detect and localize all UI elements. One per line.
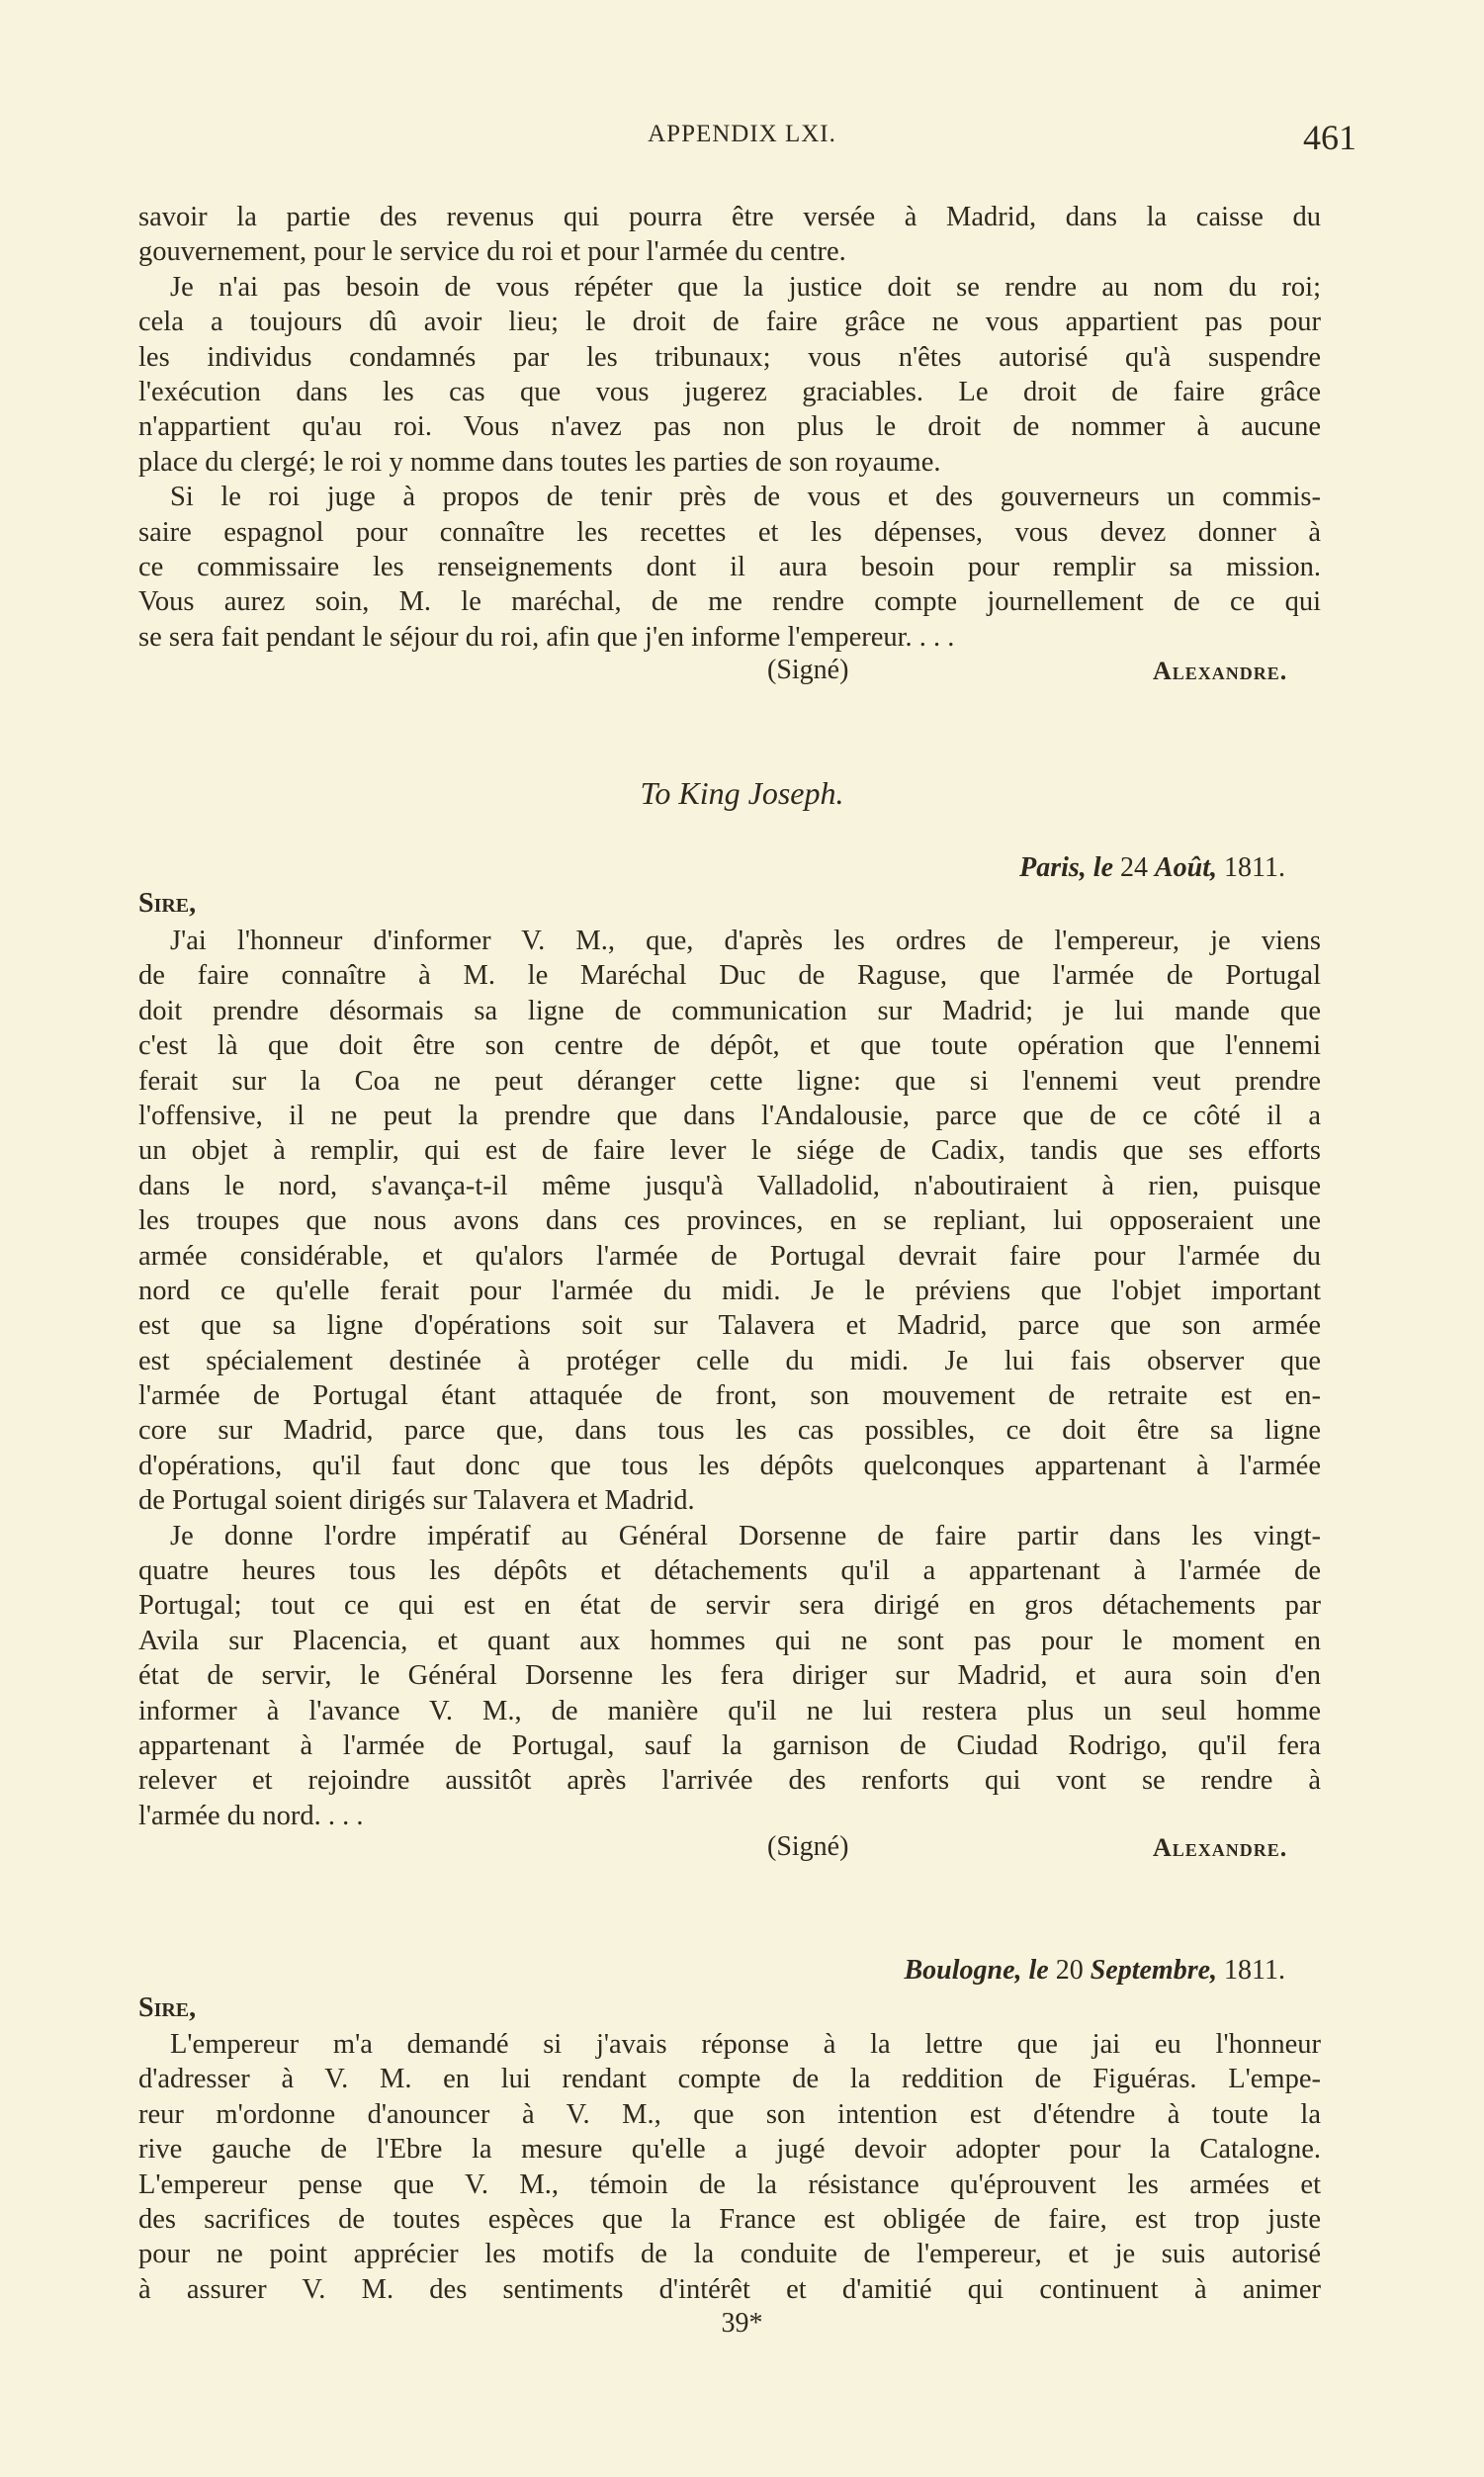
- text-line: armée considérable, et qu'alors l'armée de Portugal devrait faire pour l'armée du: [138, 1240, 1321, 1272]
- text-line: J'ai l'honneur d'informer V. M., que, d'après les ordres de l'empereur, je viens: [170, 926, 1321, 956]
- text-line: à assurer V. M. des sentiments d'intérêt et d'amitié qui continuent à animer: [138, 2273, 1321, 2305]
- text-line: saire espagnol pour connaître les recettes et les dépenses, vous devez donner à: [138, 516, 1321, 548]
- signer-name: Alexandre.: [1153, 657, 1288, 685]
- text-line: c'est là que doit être son centre de dépôt, et que toute opération que l'ennemi: [138, 1030, 1321, 1062]
- text-line: état de servir, le Général Dorsenne les fera diriger sur Madrid, et aura soin d'en: [138, 1660, 1321, 1692]
- text-line: de Portugal soient dirigés sur Talavera et Madrid.: [138, 1485, 695, 1517]
- date-year: 1811.: [1224, 852, 1285, 883]
- text-line: des sacrifices de toutes espèces que la France est obligée de faire, est trop juste: [138, 2203, 1321, 2235]
- letter-date: [138, 1955, 1285, 1987]
- date-year: 1811.: [1224, 1955, 1285, 1986]
- date-month: Août,: [1155, 852, 1218, 883]
- text-line: core sur Madrid, parce que, dans tous les cas possibles, ce doit être sa ligne: [138, 1415, 1321, 1447]
- text-line: Si le roi juge à propos de tenir près de vous et des gouverneurs un commis-: [170, 482, 1321, 513]
- text-line: informer à l'avance V. M., de manière qu'il ne lui restera plus un seul homme: [138, 1695, 1321, 1726]
- text-line: l'exécution dans les cas que vous jugerez graciables. Le droit de faire grâce: [138, 376, 1321, 407]
- text-line: l'offensive, il ne peut la prendre que dans l'Andalousie, parce que de ce côté il a: [138, 1100, 1321, 1131]
- text-line: est que sa ligne d'opérations soit sur Talavera et Madrid, parce que son armée: [138, 1310, 1321, 1342]
- text-line: L'empereur pense que V. M., témoin de la résistance qu'éprouvent les armées et: [138, 2168, 1321, 2200]
- text-line: dans le nord, s'avança-t-il même jusqu'à Valladolid, n'aboutiraient à rien, puisque: [138, 1170, 1321, 1201]
- letter-body: [138, 924, 1321, 1833]
- text-line: appartenant à l'armée de Portugal, sauf la garnison de Ciudad Rodrigo, qu'il fera: [138, 1729, 1321, 1761]
- text-line: Avila sur Placencia, et quant aux hommes qui ne sont pas pour le moment en: [138, 1625, 1321, 1656]
- salutation: Sire,: [138, 1992, 197, 2023]
- text-line: ferait sur la Coa ne peut déranger cette ligne: que si l'ennemi veut prendre: [138, 1065, 1321, 1097]
- text-line: ce commissaire les renseignements dont il aura besoin pour remplir sa mission.: [138, 551, 1321, 582]
- letter-title: To King Joseph.: [640, 775, 844, 811]
- text-line: se sera fait pendant le séjour du roi, afin que j'en informe l'empereur. . . .: [138, 621, 955, 653]
- running-head: APPENDIX LXI.: [648, 121, 836, 147]
- date-place: Boulogne, le: [904, 1955, 1049, 1986]
- text-line: l'armée du nord. . . .: [138, 1800, 364, 1831]
- text-line: est spécialement destinée à protéger celle du midi. Je lui fais observer que: [138, 1345, 1321, 1376]
- signed-label: (Signé): [767, 655, 849, 685]
- text-line: de faire connaître à M. le Maréchal Duc de Raguse, que l'armée de Portugal: [138, 960, 1321, 992]
- text-line: rive gauche de l'Ebre la mesure qu'elle a jugé devoir adopter pour la Catalogne.: [138, 2134, 1321, 2166]
- text-line: Portugal; tout ce qui est en état de servir sera dirigé en gros détachements par: [138, 1590, 1321, 1622]
- page-number: 461: [1303, 118, 1356, 157]
- letter-date: [138, 852, 1285, 884]
- text-line: Vous aurez soin, M. le maréchal, de me rendre compte journellement de ce qui: [138, 586, 1321, 618]
- text-line: un objet à remplir, qui est de faire lever le siége de Cadix, tandis que ses efforts: [138, 1135, 1321, 1167]
- text-line: l'armée de Portugal étant attaquée de front, son mouvement de retraite est en-: [138, 1380, 1321, 1412]
- text-line: pour ne point apprécier les motifs de la conduite de l'empereur, et je suis autorisé: [138, 2239, 1321, 2270]
- date-day: 24: [1120, 852, 1148, 883]
- text-line: quatre heures tous les dépôts et détachements qu'il a appartenant à l'armée de: [138, 1555, 1321, 1587]
- letter-body: [138, 2027, 1321, 2307]
- date-day: 20: [1055, 1955, 1084, 1986]
- text-line: L'empereur m'a demandé si j'avais réponse à la lettre que jai eu l'honneur: [170, 2029, 1321, 2060]
- signer-name: Alexandre.: [1153, 1833, 1288, 1862]
- text-line: n'appartient qu'au roi. Vous n'avez pas non plus le droit de nommer à aucune: [138, 411, 1321, 443]
- letter-continuation-body: [138, 200, 1321, 655]
- signature-mark: 39*: [721, 2308, 763, 2339]
- date-place: Paris, le: [1019, 852, 1113, 883]
- text-line: place du clergé; le roi y nomme dans toutes les parties de son royaume.: [138, 446, 941, 478]
- signed-label: (Signé): [767, 1831, 849, 1862]
- text-line: reur m'ordonne d'anouncer à V. M., que son intention est d'étendre à toute la: [138, 2098, 1321, 2130]
- text-line: cela a toujours dû avoir lieu; le droit de faire grâce ne vous appartient pas pour: [138, 307, 1321, 338]
- text-line: gouvernement, pour le service du roi et pour l'armée du centre.: [138, 236, 846, 268]
- text-line: nord ce qu'elle ferait pour l'armée du midi. Je le préviens que l'objet important: [138, 1275, 1321, 1306]
- text-line: Je n'ai pas besoin de vous répéter que la justice doit se rendre au nom du roi;: [170, 271, 1321, 303]
- date-month: Septembre,: [1090, 1955, 1218, 1986]
- text-line: d'opérations, qu'il faut donc que tous les dépôts quelconques appartenant à l'armée: [138, 1450, 1321, 1481]
- text-line: doit prendre désormais sa ligne de communication sur Madrid; je lui mande que: [138, 995, 1321, 1026]
- text-line: savoir la partie des revenus qui pourra être versée à Madrid, dans la caisse du: [138, 202, 1321, 232]
- text-line: les individus condamnés par les tribunaux; vous n'êtes autorisé qu'à suspendre: [138, 341, 1321, 373]
- text-line: d'adresser à V. M. en lui rendant compte de la reddition de Figuéras. L'empe-: [138, 2064, 1321, 2095]
- text-line: Je donne l'ordre impératif au Général Dorsenne de faire partir dans les vingt-: [170, 1520, 1321, 1551]
- text-line: les troupes que nous avons dans ces provinces, en se repliant, lui opposeraient une: [138, 1205, 1321, 1237]
- salutation: Sire,: [138, 888, 197, 919]
- text-line: relever et rejoindre aussitôt après l'arrivée des renforts qui vont se rendre à: [138, 1765, 1321, 1797]
